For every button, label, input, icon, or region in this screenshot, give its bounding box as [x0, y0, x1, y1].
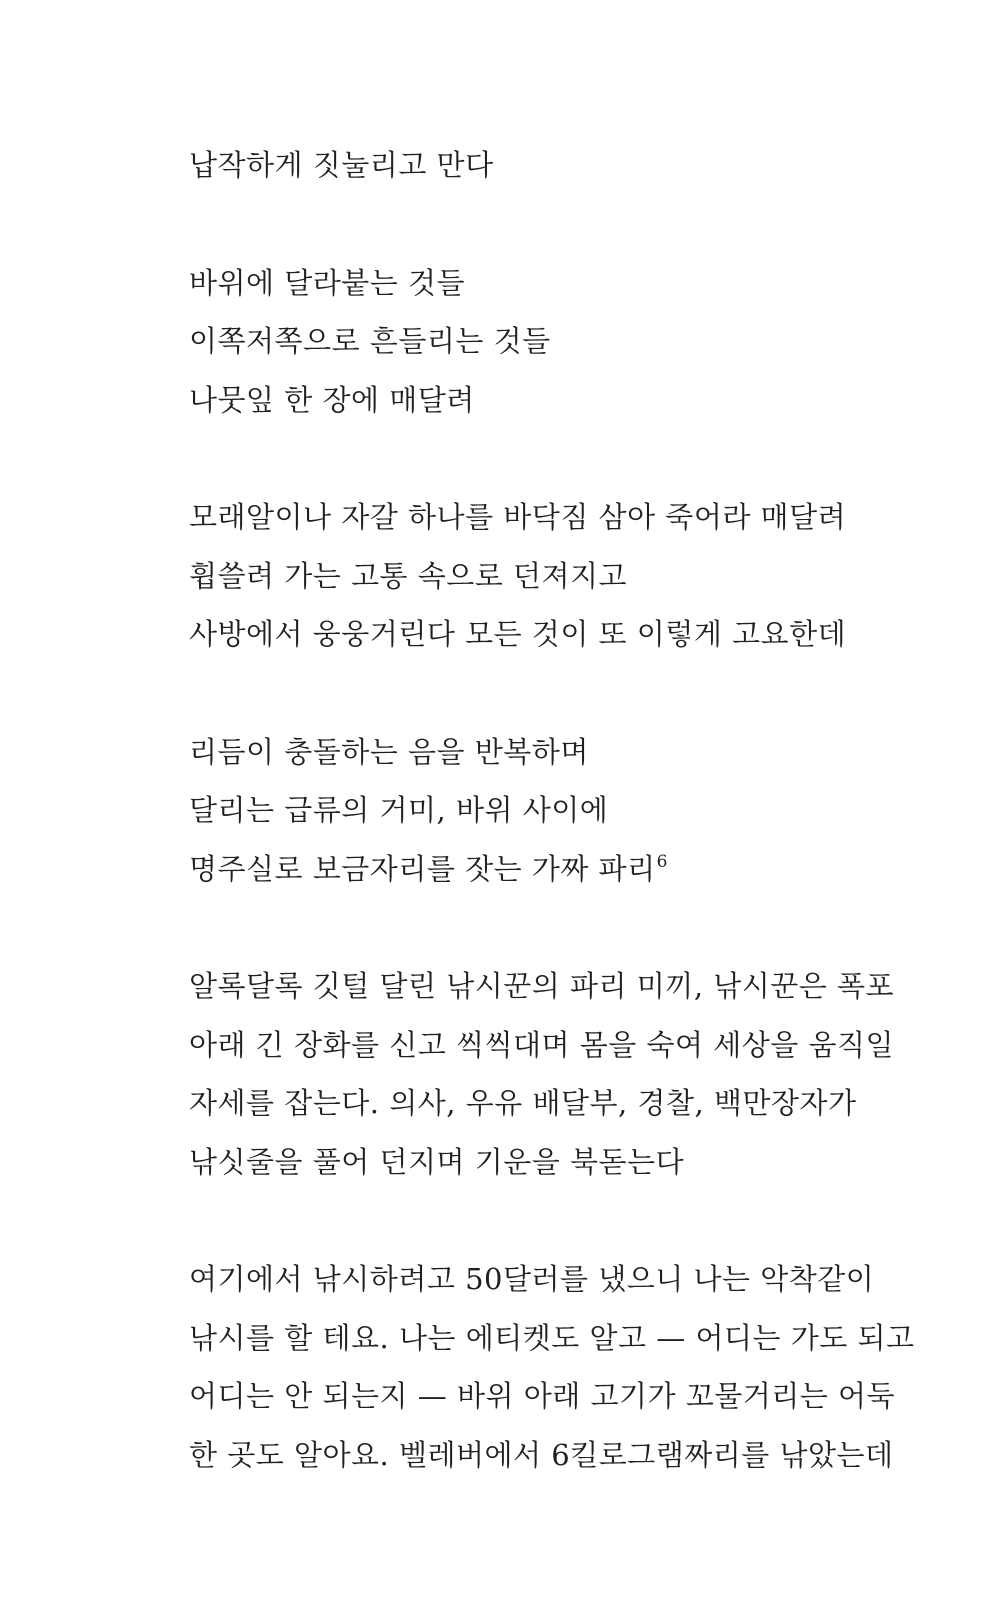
stanza-5: [189, 957, 969, 1191]
poem-line: 낚싯줄을 풀어 던지며 기운을 북돋는다: [189, 1144, 685, 1179]
poem-line: 모래알이나 자갈 하나를 바닥짐 삼아 죽어라 매달려: [189, 500, 847, 534]
poem-line: 낚시를 할 테요. 나는 에티켓도 알고 — 어디는 가도 되고: [189, 1320, 915, 1355]
poem-line: 여기에서 낚시하려고 50달러를 냈으니 나는 악착같이: [189, 1262, 875, 1296]
poem-line: 어디는 안 되는지 — 바위 아래 고기가 꼬물거리는 어둑: [189, 1379, 896, 1413]
poem-line: 달리는 급류의 거미, 바위 사이에: [189, 793, 609, 827]
footnote-marker: 6: [656, 851, 668, 872]
stanza-3: [189, 488, 969, 664]
poem-line: 납작하게 짓눌리고 만다: [189, 148, 494, 182]
poem-line: 이쪽저쪽으로 흔들리는 것들: [189, 324, 551, 358]
poem-line: 휩쓸려 가는 고통 속으로 던져지고: [189, 558, 628, 593]
poem-line-text: 명주실로 보금자리를 잣는 가짜 파리: [189, 851, 656, 886]
poem-line: 아래 긴 장화를 신고 씩씩대며 몸을 숙여 세상을 움직일: [189, 1027, 895, 1062]
poem-text: [189, 136, 969, 1543]
stanza-2: [189, 254, 969, 430]
stanza-4: [189, 723, 969, 899]
poem-line: 리듬이 충돌하는 음을 반복하며: [189, 734, 589, 769]
poem-line: 바위에 달라붙는 것들: [189, 265, 466, 300]
stanza-6: [189, 1250, 969, 1484]
poem-line: 나뭇잎 한 장에 매달려: [189, 382, 475, 417]
poem-line: 한 곳도 알아요. 벨레버에서 6킬로그램짜리를 낚았는데: [189, 1437, 894, 1472]
poem-line: 자세를 잡는다. 의사, 우유 배달부, 경찰, 백만장자가: [189, 1086, 857, 1120]
poem-line: 알록달록 깃털 달린 낚시꾼의 파리 미끼, 낚시꾼은 폭포: [189, 969, 895, 1003]
poem-line-with-footnote: [189, 840, 969, 899]
poem-line: 사방에서 웅웅거린다 모든 것이 또 이렇게 고요한데: [189, 617, 847, 651]
stanza-1: [189, 136, 969, 195]
